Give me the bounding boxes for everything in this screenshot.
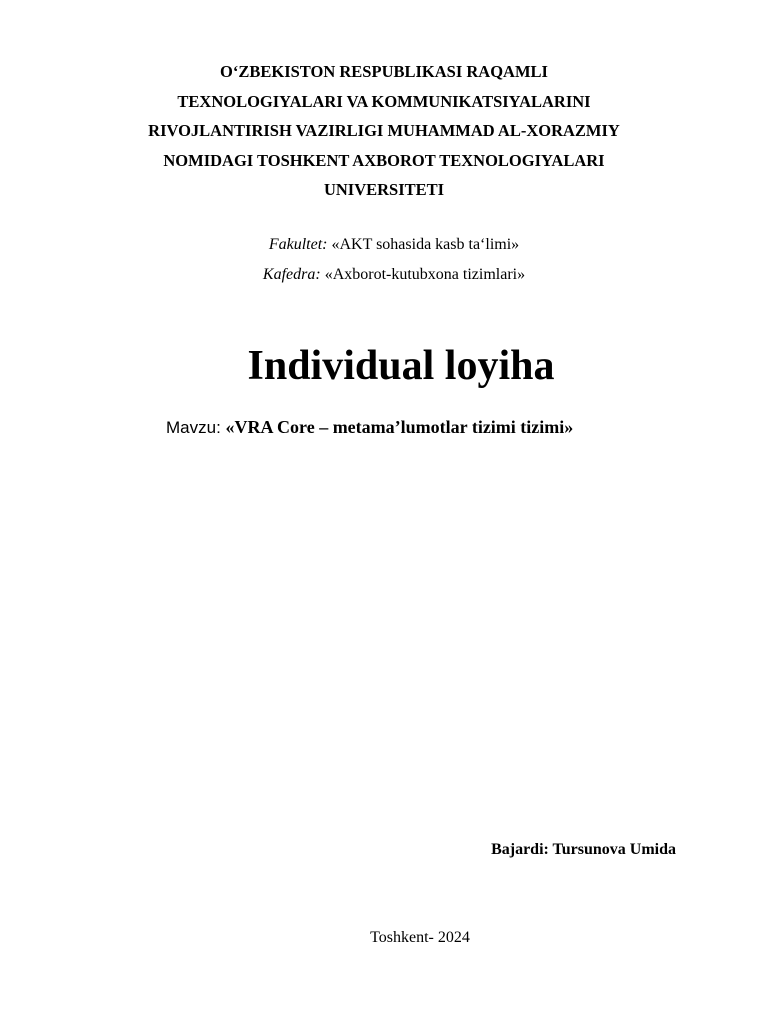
document-title: Individual loyiha: [247, 343, 555, 389]
university-header: [0, 57, 768, 205]
department-label: Kafedra:: [262, 266, 321, 283]
header-line: RIVOJLANTIRISH VAZIRLIGI MUHAMMAD AL-XORAZMIY: [148, 121, 620, 140]
header-line: NOMIDAGI TOSHKENT AXBOROT TEXNOLOGIYALARI: [163, 150, 605, 170]
author-line: Bajardi: Tursunova Umida: [491, 841, 676, 858]
header-line: TEXNOLOGIYALARI VA KOMMUNIKATSIYALARINI: [177, 91, 591, 111]
topic-line: [166, 415, 573, 440]
faculty-value: «AKT sohasida kasb ta‘limi»: [327, 236, 520, 253]
faculty-line: [0, 235, 768, 255]
header-line: UNIVERSITETI: [323, 180, 445, 199]
header-line: O‘ZBEKISTON RESPUBLIKASI RAQAMLI: [220, 62, 548, 81]
department-line: [0, 265, 768, 285]
topic-value: «VRA Core – metama’lumotlar tizimi tizimi»: [225, 417, 574, 437]
city-year: Toshkent- 2024: [370, 929, 470, 946]
department-value: «Axborot-kutubxona tizimlari»: [320, 266, 526, 283]
faculty-label: Fakultet:: [268, 236, 328, 253]
topic-label: Mavzu:: [166, 418, 226, 437]
